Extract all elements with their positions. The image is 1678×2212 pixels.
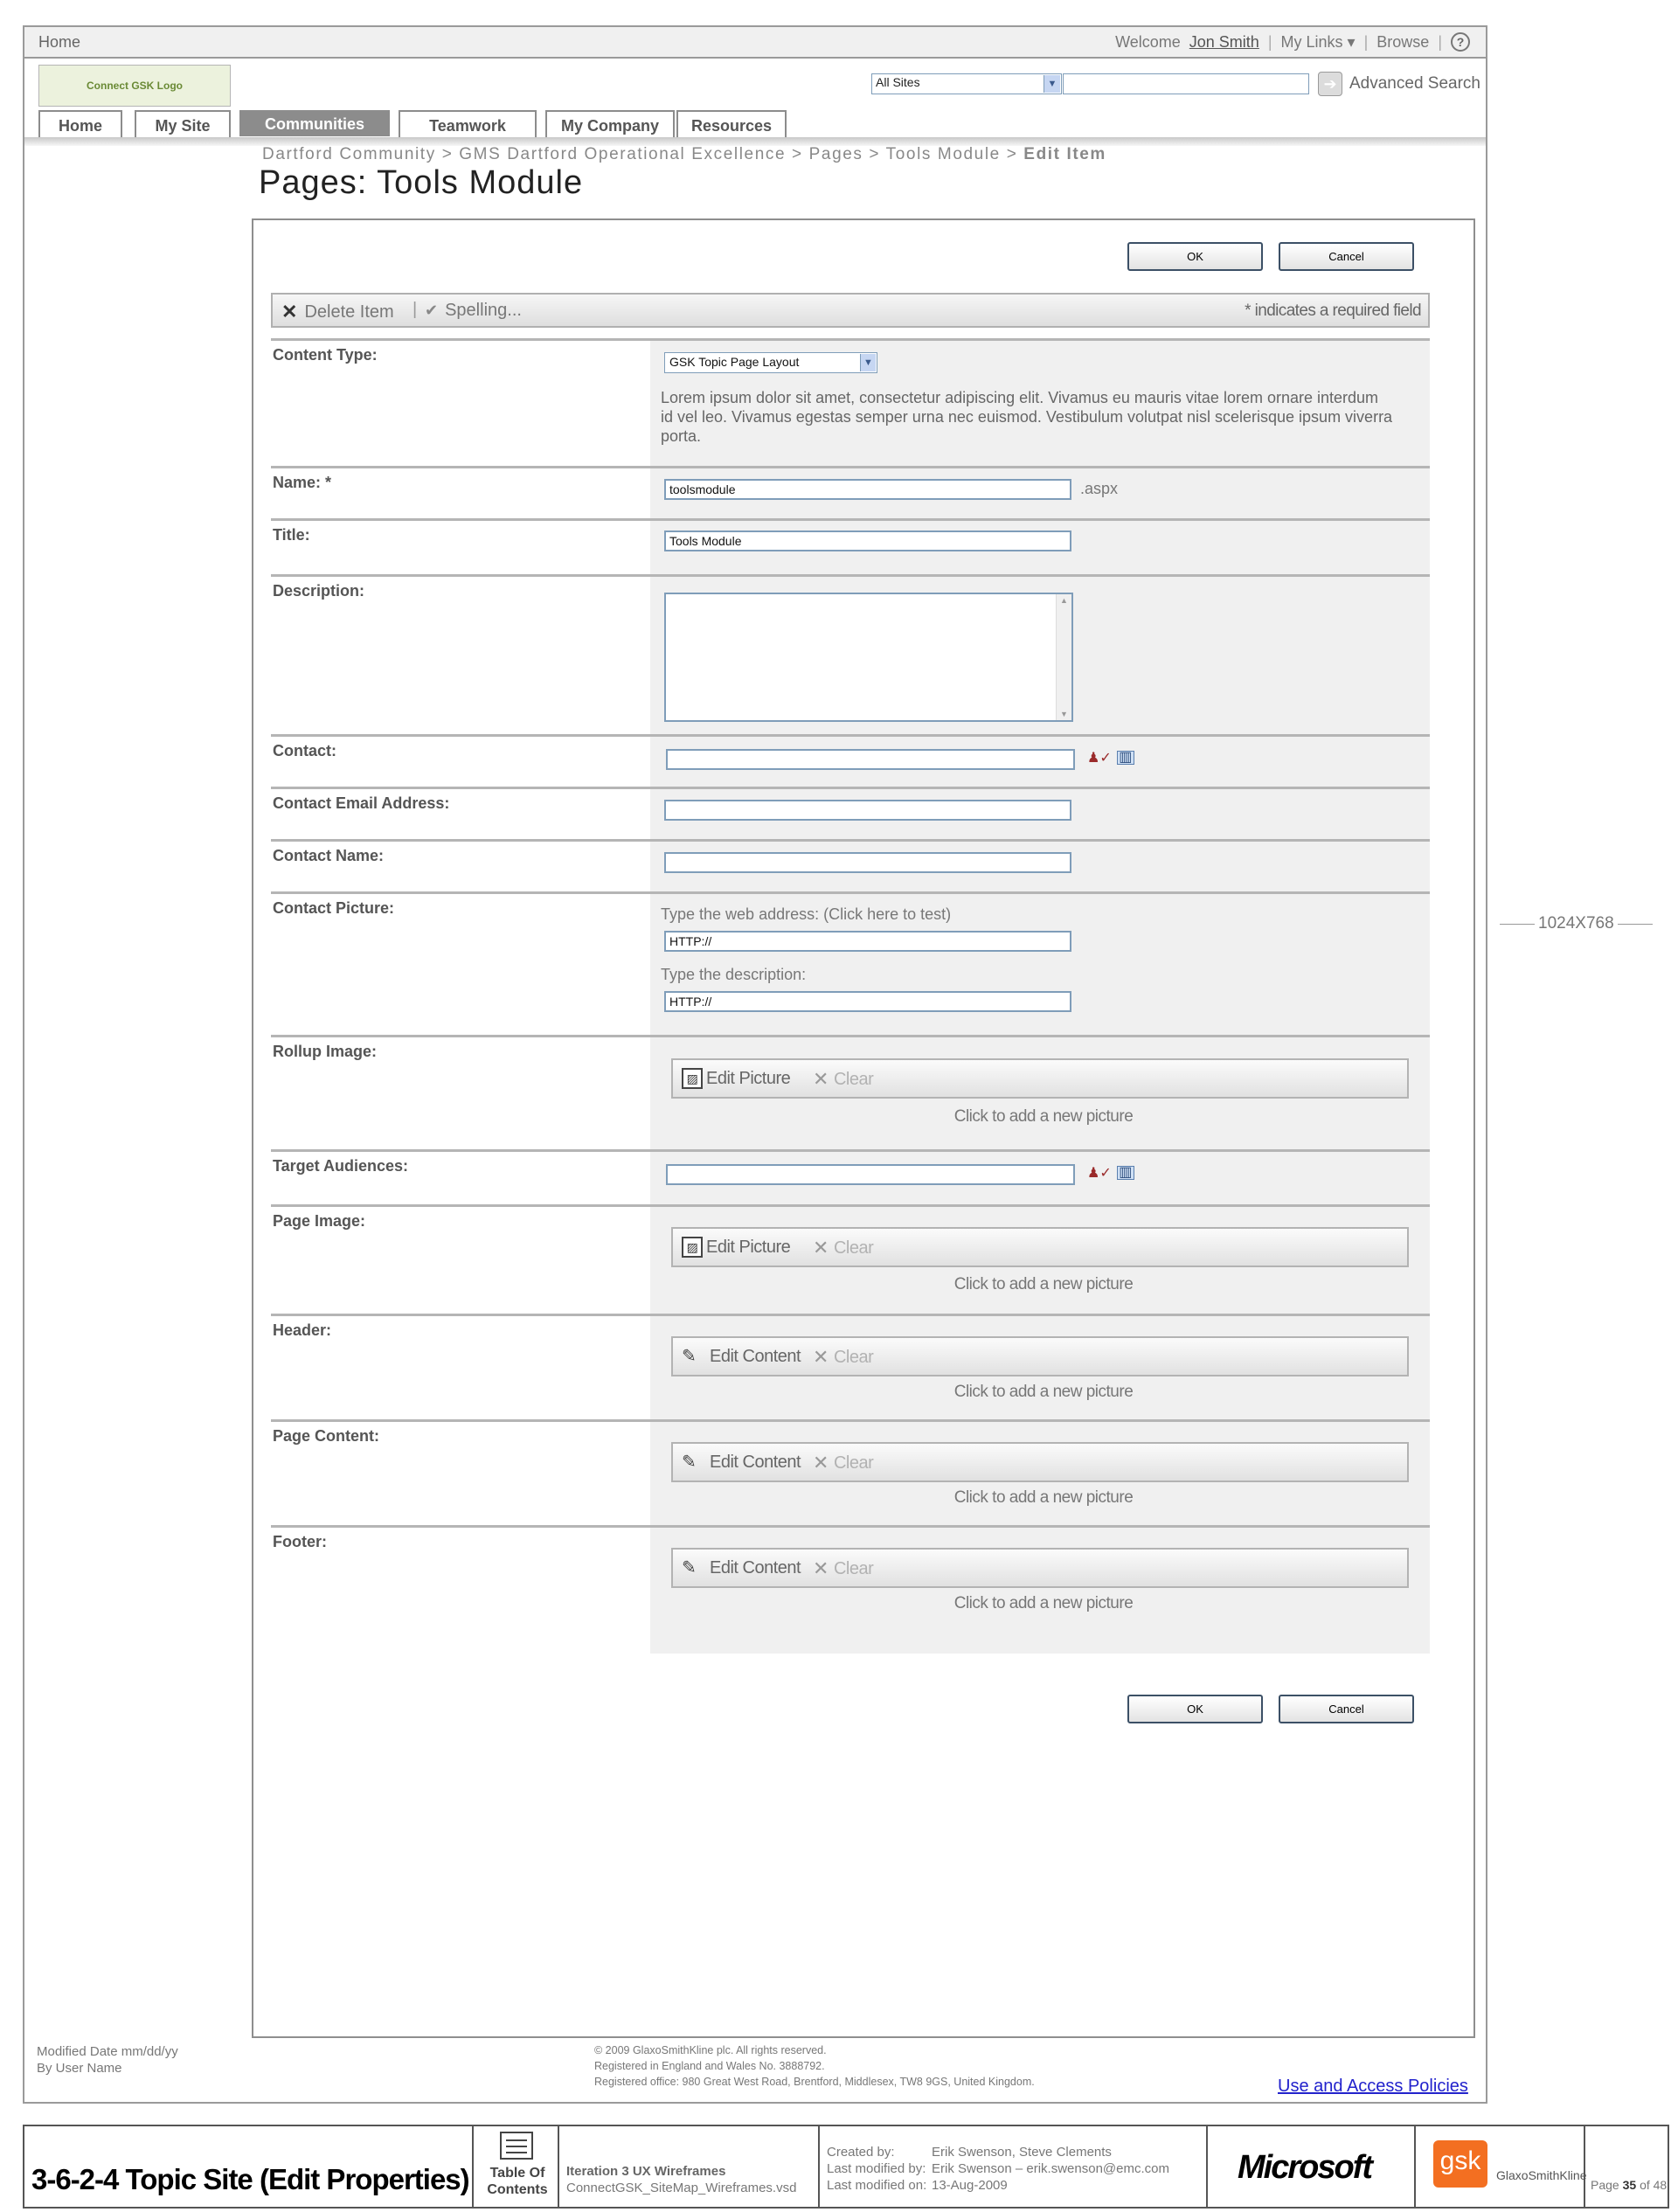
field-value-area (650, 1528, 1430, 1654)
divider: | (1438, 32, 1442, 51)
author-cell: Created by: Last modified by: Last modified on: Erik Swenson, Steve Clements Erik Swenson – erik.swenson@emc.com 13-Aug-2009 (820, 2126, 1208, 2207)
edit-content-icon: ✎ (682, 1453, 697, 1472)
row-header (271, 1314, 1430, 1419)
rollup-image-editbar (671, 1058, 1409, 1099)
field-label: Content Type: (273, 346, 378, 364)
check-names-icon[interactable]: ♟✓ (1087, 1166, 1112, 1181)
row-title (271, 518, 1430, 574)
divider: | (1363, 32, 1369, 51)
tab-home[interactable]: Home (38, 110, 122, 139)
divider: | (413, 300, 418, 319)
row-contact-picture (271, 891, 1430, 1035)
row-contact-email (271, 787, 1430, 839)
clear-button[interactable]: ✕ Clear (813, 1346, 874, 1368)
wireframe-info-block (23, 2125, 1669, 2209)
table-of-contents-icon (500, 2132, 533, 2160)
picture-icon: ▨ (682, 1068, 703, 1089)
row-content-type (271, 338, 1430, 466)
add-picture-link[interactable]: Click to add a new picture (953, 1383, 1134, 1401)
toc-cell[interactable] (474, 2126, 559, 2207)
add-picture-link[interactable]: Click to add a new picture (953, 1107, 1134, 1126)
tab-resources[interactable]: Resources (676, 110, 787, 139)
spelling-button[interactable]: ✔ Spelling... (425, 301, 522, 320)
my-links-menu[interactable]: My Links ▾ (1280, 32, 1356, 51)
tab-my-company[interactable]: My Company (545, 110, 675, 139)
field-value-area (650, 521, 1430, 574)
row-contact (271, 734, 1430, 787)
contact-input[interactable] (666, 749, 1075, 770)
chevron-down-icon: ▾ (1347, 32, 1356, 51)
divider: | (1267, 32, 1272, 51)
page-content-editbar (671, 1442, 1409, 1482)
page-title: Pages: Tools Module (259, 164, 584, 201)
clear-button[interactable]: ✕ Clear (813, 1237, 874, 1259)
row-footer (271, 1525, 1430, 1654)
field-value-area (650, 577, 1430, 734)
edit-content-button[interactable]: ✎ Edit Content (682, 1346, 801, 1366)
edit-content-icon: ✎ (682, 1558, 697, 1578)
add-picture-link[interactable]: Click to add a new picture (953, 1275, 1134, 1293)
page-code-cell (24, 2126, 474, 2207)
edit-picture-button[interactable]: ▨ Edit Picture (682, 1068, 790, 1089)
clear-icon: ✕ (813, 1346, 829, 1368)
picture-icon: ▨ (682, 1237, 703, 1258)
field-label: Header: (273, 1321, 332, 1339)
field-label: Name: * (273, 474, 332, 491)
row-description (271, 574, 1430, 734)
clear-button[interactable]: ✕ Clear (813, 1068, 874, 1090)
field-label: Title: (273, 526, 310, 544)
annotation-line (1618, 924, 1653, 925)
welcome-text: Welcome (1115, 32, 1181, 51)
gsk-name: GlaxoSmithKline (1496, 2168, 1587, 2182)
field-value-area (650, 789, 1430, 839)
contact-name-input[interactable] (664, 852, 1071, 873)
tab-my-site[interactable]: My Site (135, 110, 231, 139)
edit-content-icon: ✎ (682, 1347, 697, 1366)
address-book-icon[interactable]: ▥ (1117, 1166, 1134, 1180)
footer-editbar (671, 1548, 1409, 1588)
form-toolbar (271, 293, 1430, 328)
spellcheck-icon: ✔ (425, 302, 439, 319)
field-label: Rollup Image: (273, 1043, 378, 1060)
search-scope-select[interactable]: All Sites ▼ (871, 73, 1062, 94)
field-label: Target Audiences: (273, 1157, 409, 1175)
clear-icon: ✕ (813, 1557, 829, 1579)
clear-icon: ✕ (813, 1068, 829, 1090)
clear-icon: ✕ (813, 1237, 829, 1259)
add-picture-link[interactable]: Click to add a new picture (953, 1594, 1134, 1612)
content-type-select[interactable]: GSK Topic Page Layout ▼ (664, 352, 877, 373)
copyright-notice: © 2009 GlaxoSmithKline plc. All rights reserved. Registered in England and Wales No. 3888792. Registered office: 980 Great West Road, Brentford, Middlesex, TW8 9GS, United Kingdom. (594, 2044, 1035, 2088)
field-value-area (650, 894, 1430, 1035)
row-rollup-image (271, 1035, 1430, 1149)
clear-button[interactable]: ✕ Clear (813, 1452, 874, 1474)
top-home-link[interactable]: Home (38, 33, 81, 51)
target-audiences-input[interactable] (666, 1164, 1075, 1185)
annotation-line (1500, 924, 1535, 925)
browse-link[interactable]: Browse (1376, 32, 1430, 51)
field-label: Contact Name: (273, 847, 385, 864)
chevron-down-icon: ▼ (860, 354, 876, 371)
breadcrumb-link[interactable]: GMS Dartford Operational Excellence (459, 145, 787, 163)
add-picture-link[interactable]: Click to add a new picture (953, 1488, 1134, 1507)
people-picker (1087, 749, 1134, 766)
row-target-audiences (271, 1149, 1430, 1204)
picture-url-input[interactable]: HTTP:// (664, 931, 1071, 952)
field-value-area (650, 468, 1430, 518)
name-input[interactable]: toolsmodule (664, 479, 1071, 500)
required-field-note: * indicates a required field (1245, 302, 1421, 320)
page-number: Page 35 of 48 (1591, 2178, 1668, 2192)
field-label: Contact: (273, 742, 336, 759)
header-editbar (671, 1336, 1409, 1376)
field-label: Contact Picture: (273, 899, 395, 917)
cancel-button[interactable]: Cancel (1279, 242, 1414, 271)
field-label: Description: (273, 582, 365, 600)
clear-icon: ✕ (813, 1452, 829, 1474)
tab-teamwork[interactable]: Teamwork (399, 110, 537, 139)
row-contact-name (271, 839, 1430, 891)
check-names-icon[interactable]: ♟✓ (1087, 751, 1112, 766)
cancel-button-bottom[interactable]: Cancel (1279, 1695, 1414, 1723)
field-value-area (650, 1152, 1430, 1204)
field-label: Footer: (273, 1533, 327, 1550)
breadcrumb: Dartford Community > GMS Dartford Operational Excellence > Pages > Tools Module > Edit Item (262, 145, 1106, 163)
picture-description-input[interactable]: HTTP:// (664, 991, 1071, 1012)
title-input[interactable]: Tools Module (664, 530, 1071, 551)
help-icon[interactable]: ? (1451, 32, 1470, 52)
dimension-annotation: 1024X768 (1500, 914, 1653, 933)
address-hint: Type the web address: (Click here to test) (661, 905, 952, 923)
clear-button[interactable]: ✕ Clear (813, 1557, 874, 1579)
scrollbar[interactable] (1056, 594, 1071, 720)
field-label: Page Image: (273, 1212, 366, 1230)
breadcrumb-link[interactable]: Dartford Community (262, 145, 436, 163)
use-policy-link[interactable]: Use and Access Policies (1278, 2077, 1468, 2096)
page-image-editbar (671, 1227, 1409, 1267)
edit-content-button[interactable]: ✎ Edit Content (682, 1452, 801, 1472)
gsk-logo: gsk (1433, 2140, 1487, 2188)
delete-item-button[interactable]: ✕ Delete Item (281, 301, 394, 322)
row-name (271, 466, 1430, 518)
field-value-area (650, 737, 1430, 787)
row-page-image (271, 1204, 1430, 1314)
edit-picture-button[interactable]: ▨ Edit Picture (682, 1237, 790, 1258)
field-value-area (650, 1207, 1430, 1314)
breadcrumb-current: Edit Item (1023, 145, 1106, 163)
ok-button[interactable]: OK (1127, 242, 1263, 271)
description-textarea[interactable] (664, 593, 1073, 722)
edit-content-button[interactable]: ✎ Edit Content (682, 1557, 801, 1578)
content-type-description: Lorem ipsum dolor sit amet, consectetur adipiscing elit. Vivamus eu mauris vitae lorem ornare interdum id vel leo. Vivamus egestas semper urna nec euismod. Vestibulum volutpat nisl scelerisque ipsum viverra porta. (661, 389, 1393, 445)
top-bar (24, 27, 1486, 59)
toc-link[interactable]: Table Of Contents (487, 2166, 548, 2197)
field-label: Contact Email Address: (273, 794, 450, 812)
field-value-area (650, 1316, 1430, 1419)
contact-email-input[interactable] (664, 800, 1071, 821)
name-suffix: .aspx (1080, 480, 1119, 497)
microsoft-logo-cell (1208, 2126, 1416, 2207)
field-value-area (650, 842, 1430, 891)
modified-info: Modified Date mm/dd/yy By User Name (37, 2044, 178, 2076)
field-value-area (650, 1422, 1430, 1525)
field-label: Page Content: (273, 1427, 380, 1445)
address-book-icon[interactable]: ▥ (1117, 751, 1134, 765)
ok-button-bottom[interactable]: OK (1127, 1695, 1263, 1723)
search-go-icon[interactable]: ➔ (1318, 72, 1342, 96)
breadcrumb-link[interactable]: Tools Module (885, 145, 1001, 163)
field-value-area (650, 1037, 1430, 1149)
description-hint: Type the description: (661, 966, 807, 983)
page-number-cell (1585, 2126, 1669, 2207)
gsk-logo-cell (1416, 2126, 1585, 2207)
search-input[interactable] (1063, 73, 1309, 94)
chevron-down-icon: ▼ (1044, 75, 1060, 93)
iteration-cell: Iteration 3 UX Wireframes ConnectGSK_SiteMap_Wireframes.vsd (559, 2126, 820, 2207)
site-logo[interactable]: Connect GSK Logo (38, 65, 231, 107)
delete-icon: ✕ (281, 301, 298, 322)
microsoft-logo: Microsoft (1238, 2149, 1371, 2186)
advanced-search-link[interactable]: Advanced Search (1349, 74, 1480, 93)
user-name-link[interactable]: Jon Smith (1189, 32, 1259, 51)
field-value-area (650, 341, 1430, 466)
people-picker (1087, 1164, 1134, 1182)
page-code: 3-6-2-4 Topic Site (Edit Properties) (31, 2163, 469, 2195)
tab-communities[interactable]: Communities (239, 110, 390, 136)
breadcrumb-link[interactable]: Pages (808, 145, 863, 163)
row-page-content (271, 1419, 1430, 1525)
